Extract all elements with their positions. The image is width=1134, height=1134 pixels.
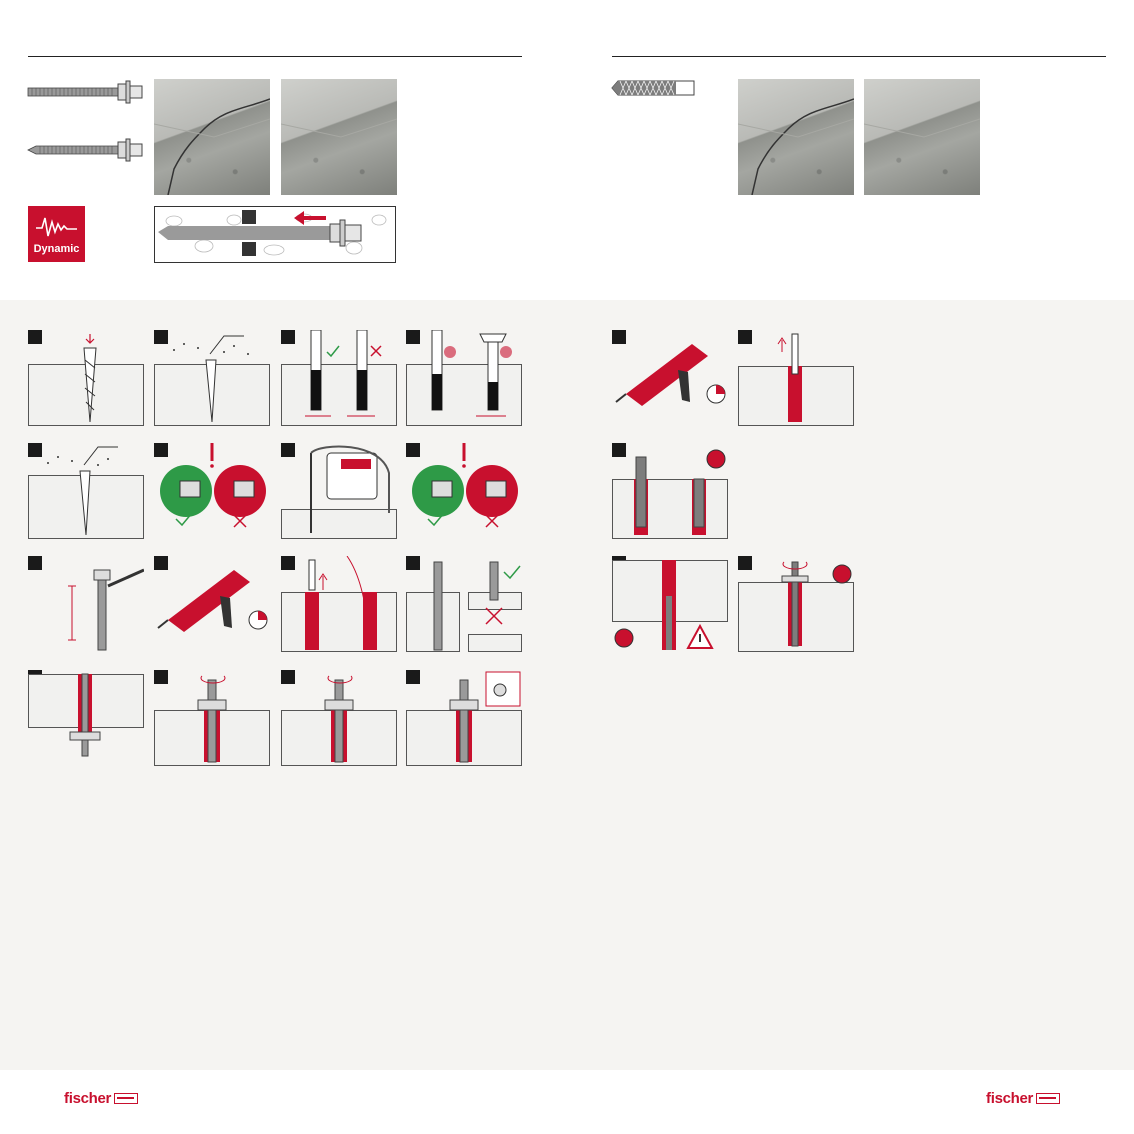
anchor-sleeve-image <box>610 80 696 96</box>
step-insert-rod <box>406 556 522 652</box>
step-mark-depth <box>28 556 144 652</box>
step-check-click <box>154 443 270 539</box>
step-blow-out <box>154 330 270 426</box>
step-cure-through <box>28 670 144 766</box>
step-blow-out-2 <box>28 443 144 539</box>
step-inject-mortar <box>281 556 397 652</box>
logo-mark-icon <box>1036 1093 1060 1104</box>
dynamic-load-diagram <box>154 206 396 263</box>
logo-mark-icon <box>114 1093 138 1104</box>
threaded-rod-pointed-image <box>26 136 146 164</box>
step-tighten-right <box>738 556 854 652</box>
step-brush-machine <box>406 330 522 426</box>
step-inject-right <box>738 330 854 426</box>
step-vacuum-drill <box>281 443 397 539</box>
fischer-logo-right <box>986 1089 1060 1107</box>
non-cracked-concrete-photo <box>281 79 397 195</box>
cracked-concrete-photo <box>154 79 270 195</box>
right-header-rule <box>612 56 1106 57</box>
step-set-rod <box>612 556 728 652</box>
dynamic-wave-icon <box>34 214 79 238</box>
step-torque <box>406 670 522 766</box>
left-header-rule <box>28 56 522 57</box>
step-tighten-2 <box>281 670 397 766</box>
dynamic-label: Dynamic <box>33 243 80 255</box>
step-tighten <box>154 670 270 766</box>
step-drill <box>28 330 144 426</box>
non-cracked-concrete-photo-right <box>864 79 980 195</box>
fischer-logo-left <box>64 1089 138 1107</box>
logo-text: fischer <box>986 1089 1034 1107</box>
step-insert-sleeve <box>612 443 728 539</box>
step-check-click-2 <box>406 443 522 539</box>
step-brush <box>281 330 397 426</box>
step-dispenser <box>154 556 270 652</box>
step-dispenser-right <box>612 330 728 426</box>
threaded-rod-image <box>26 78 146 106</box>
logo-text: fischer <box>64 1089 112 1107</box>
cracked-concrete-photo-right <box>738 79 854 195</box>
dynamic-badge <box>28 206 85 262</box>
